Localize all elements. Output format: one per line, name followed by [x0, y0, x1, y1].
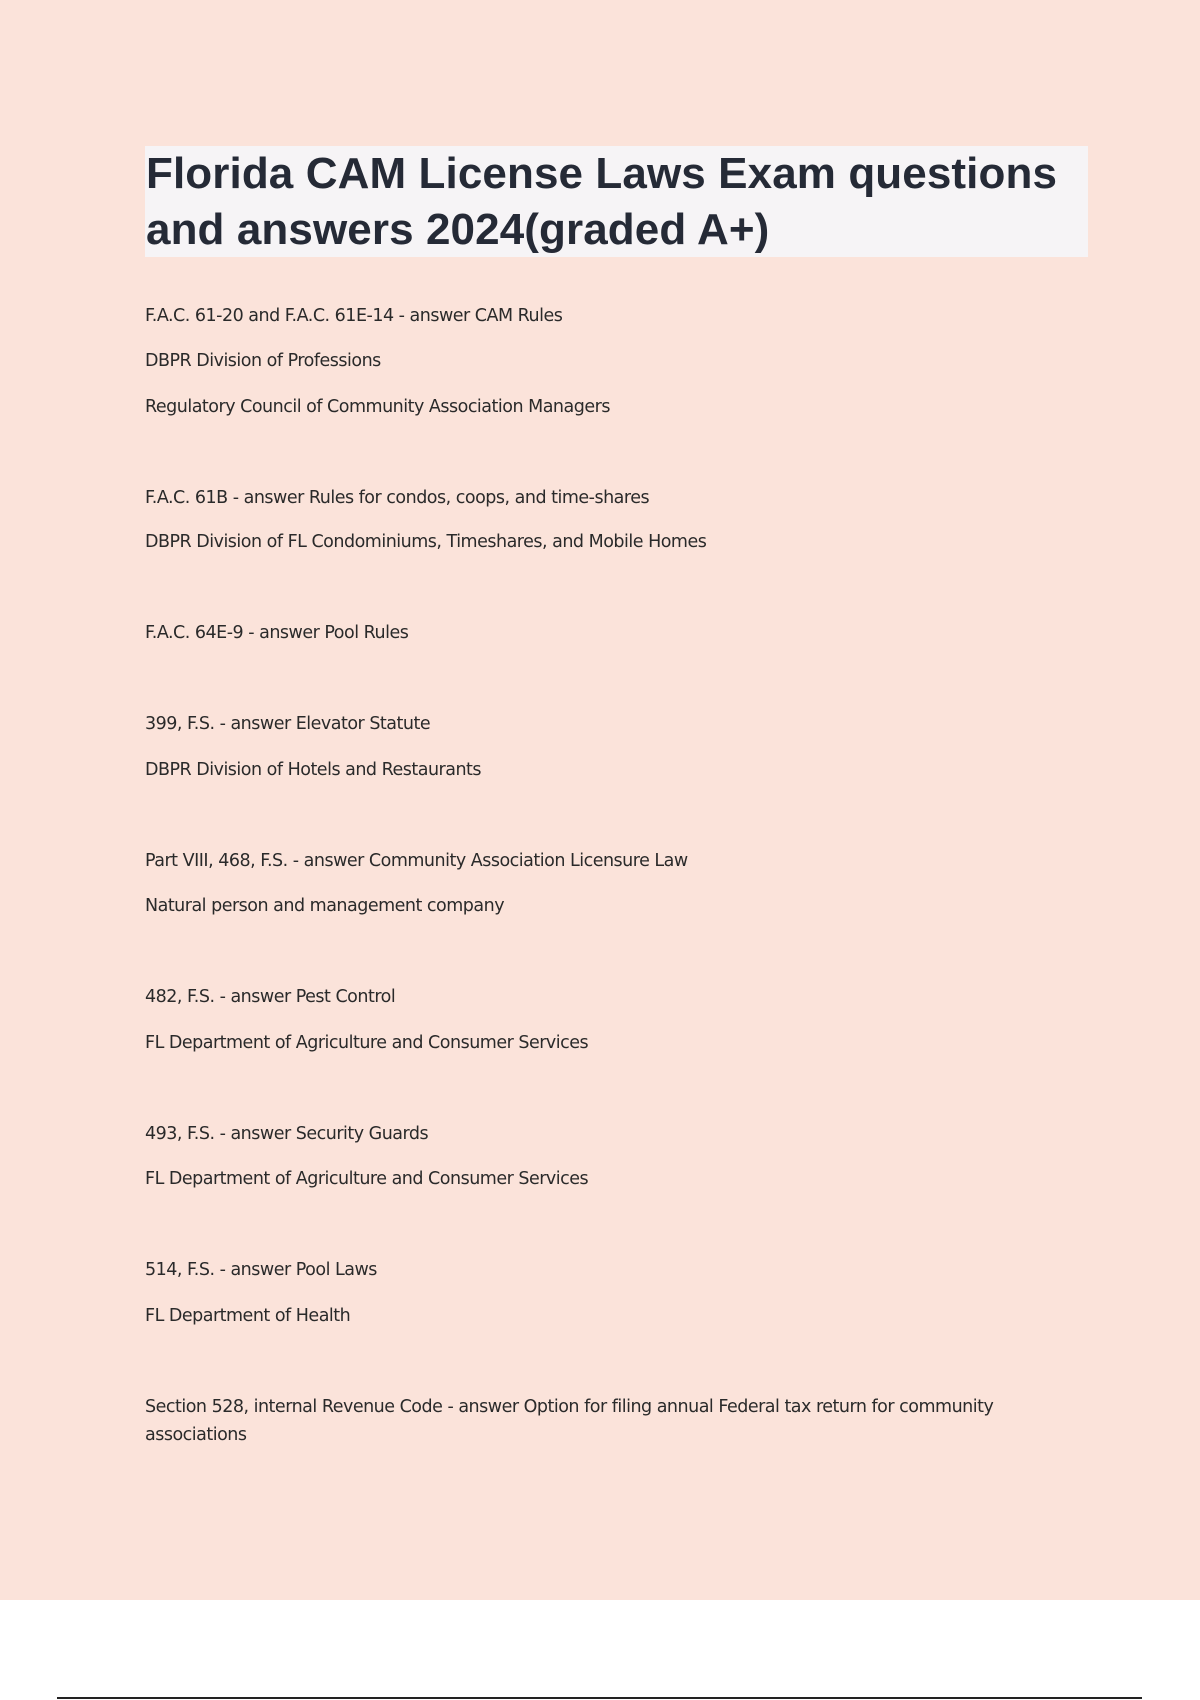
text-line: 399, F.S. - answer Elevator Statute	[145, 714, 431, 734]
text-line: 493, F.S. - answer Security Guards	[145, 1124, 429, 1144]
footer-rule	[57, 1697, 1142, 1699]
text-line: FL Department of Agriculture and Consumer Services	[145, 1033, 589, 1053]
document-title: Florida CAM License Laws Exam questions and answers 2024(graded A+)	[146, 149, 1058, 254]
text-line: DBPR Division of Hotels and Restaurants	[145, 760, 482, 780]
text-line: F.A.C. 64E-9 - answer Pool Rules	[145, 623, 409, 643]
text-line: FL Department of Agriculture and Consumer Services	[145, 1169, 589, 1189]
text-line: Section 528, internal Revenue Code - answer Option for filing annual Federal tax return for community associations	[145, 1397, 994, 1445]
text-line: DBPR Division of Professions	[145, 351, 381, 371]
text-line: DBPR Division of FL Condominiums, Timeshares, and Mobile Homes	[145, 532, 707, 552]
text-line: 482, F.S. - answer Pest Control	[145, 987, 396, 1007]
text-line: F.A.C. 61B - answer Rules for condos, coops, and time-shares	[145, 488, 650, 508]
text-line: Regulatory Council of Community Association Managers	[145, 397, 610, 417]
text-line: 514, F.S. - answer Pool Laws	[145, 1260, 377, 1280]
text-line: Part VIII, 468, F.S. - answer Community Association Licensure Law	[145, 851, 688, 871]
text-line: FL Department of Health	[145, 1306, 351, 1326]
text-line: Natural person and management company	[145, 896, 505, 916]
text-line: F.A.C. 61-20 and F.A.C. 61E-14 - answer CAM Rules	[145, 306, 563, 326]
